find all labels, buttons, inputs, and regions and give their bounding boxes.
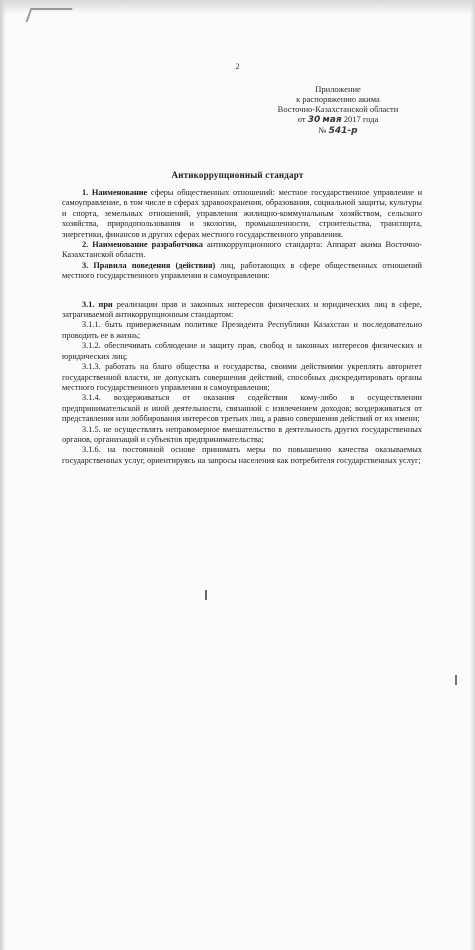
paragraph-3-1-6: 3.1.6. на постоянной основе принимать меры по повышению качества оказываемых государственных услуг, ориентируясь на запросы населения как потребителя государственных услуг; xyxy=(62,445,422,465)
scan-artifact-dot xyxy=(455,675,457,685)
paragraph-1-text: сферы общественных отношений: местное государственное управление и самоуправление, в том числе в сферах здравоохранения, образования, социальной защиты, культуры и спорта, земельных отношений, управления жилищно-коммунальным хозяйством, сельского хозяйства, природопользования и экологии, промышленности, строительства, транспорта, энергетики, финансов и других сферах местного государственного управления. xyxy=(62,188,423,239)
appendix-title: Приложение xyxy=(315,84,361,94)
scan-edge-left xyxy=(0,0,6,950)
paragraph-2 xyxy=(62,240,422,261)
page-number: 2 xyxy=(235,62,240,71)
scan-corner-mark xyxy=(25,8,72,22)
paragraph-3-1-text: реализации прав и законных интересов физических и юридических лиц в сфере, затрагиваемой антикоррупционным стандартом: xyxy=(62,299,422,320)
appendix-date xyxy=(258,114,418,125)
number-value: 541-р xyxy=(328,126,358,136)
document-body xyxy=(62,188,422,466)
appendix-number xyxy=(258,125,418,136)
paragraph-3-1-3: 3.1.3. работать на благо общества и государства, своими действиями укреплять авторитет государственной власти, не допускать совершения действий, способных дискредитировать органы местного государственного управления и самоуправления; xyxy=(62,362,422,392)
scan-artifact-mark xyxy=(205,590,207,600)
paragraph-3-1 xyxy=(62,300,422,321)
paragraph-3-lead: 3. Правила поведения (действия) xyxy=(82,260,216,270)
date-prefix: от xyxy=(297,114,306,124)
paragraph-3-1-1: 3.1.1. быть приверженным политике Президента Республики Казахстан и последовательно проводить ее в жизнь; xyxy=(62,320,422,340)
paragraph-3-1-lead: 3.1. при xyxy=(82,299,113,309)
appendix-order: к распоряжению акима xyxy=(296,94,380,104)
paragraph-3-1-5: 3.1.5. не осуществлять неправомерное вмешательство в деятельность других государственных органов, организаций и субъектов предпринимательства; xyxy=(62,424,422,444)
paragraph-1-lead: 1. Наименование xyxy=(82,188,148,197)
paragraph-2-text: антикоррупционного стандарта: Аппарат акима Восточно-Казахстанской области. xyxy=(62,240,422,260)
appendix-header xyxy=(258,84,418,136)
appendix-region: Восточно-Казахстанской области xyxy=(277,104,399,114)
paragraph-3 xyxy=(62,261,422,282)
paragraph-1 xyxy=(62,188,422,240)
paragraph-3-text: лиц, работающих в сфере общественных отношений местного государственного управления и самоуправления: xyxy=(62,260,422,281)
document-title: Антикоррупционный стандарт xyxy=(171,170,304,180)
date-year: 2017 года xyxy=(343,114,379,124)
date-day: 30 xyxy=(307,115,321,125)
date-month: мая xyxy=(322,115,342,125)
scan-edge-right xyxy=(470,0,475,950)
paragraph-3-1-4: 3.1.4. воздерживаться от оказания содействия кому-либо в осуществлении предпринимательской и иной деятельности, связанной с извлечением доходов; воздерживаться от представления или лоббирования интересов третьих лиц, а равно совершения действий от их имени; xyxy=(62,393,422,424)
paragraph-3-1-2: 3.1.2. обеспечивать соблюдение и защиту прав, свобод и законных интересов физических и юридических лиц; xyxy=(62,341,422,361)
scan-edge-top xyxy=(0,0,475,14)
paragraph-2-lead: 2. Наименование разработчика xyxy=(82,240,203,250)
number-prefix: № xyxy=(318,125,327,135)
